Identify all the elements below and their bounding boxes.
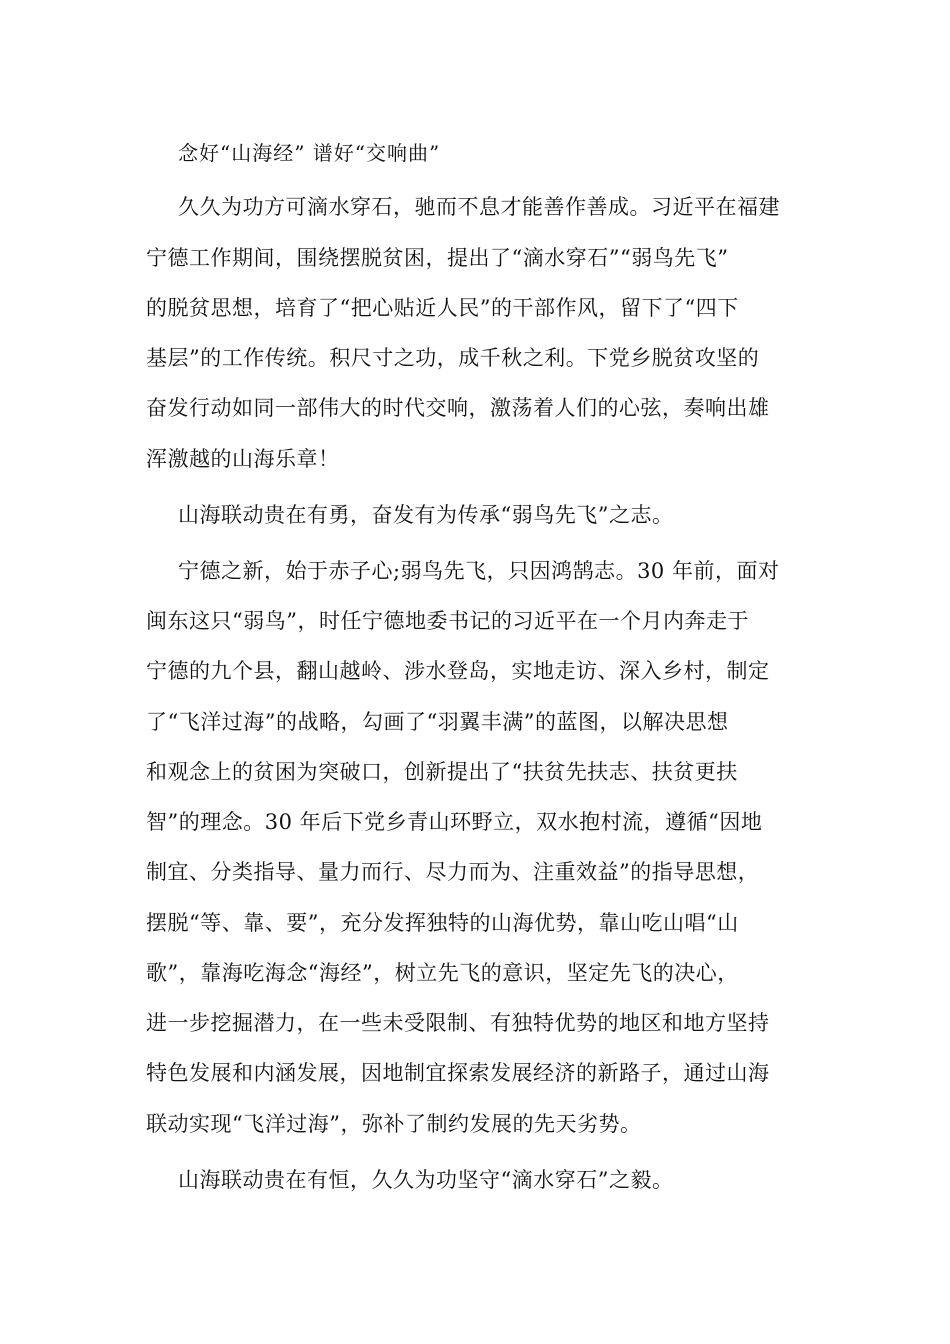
paragraph-line: 宁德工作期间，围绕摆脱贫困，提出了“滴水穿石”“弱鸟先飞” — [146, 246, 729, 270]
paragraph-line: 宁德之新，始于赤子心;弱鸟先飞，只因鸿鹄志。30 年前，面对 — [178, 559, 780, 583]
paragraph-line: 特色发展和内涵发展，因地制宜探索发展经济的新路子，通过山海 — [146, 1061, 770, 1085]
paragraph-line: 摆脱“等、靠、要”，充分发挥独特的山海优势，靠山吃山唱“山 — [146, 911, 739, 935]
paragraph-line: 浑激越的山海乐章！ — [146, 447, 340, 471]
paragraph-line: 宁德的九个县，翻山越岭、涉水登岛，实地走访、深入乡村，制定 — [146, 659, 770, 683]
paragraph-line: 基层”的工作传统。积尺寸之功，成千秋之利。下党乡脱贫攻坚的 — [146, 346, 760, 370]
paragraph-line: 和观念上的贫困为突破口，创新提出了“扶贫先扶志、扶贫更扶 — [146, 760, 738, 784]
section-heading-line: 山海联动贵在有恒，久久为功坚守“滴水穿石”之毅。 — [178, 1168, 674, 1192]
paragraph-line: 歌”，靠海吃海念“海经”，树立先飞的意识，坚定先飞的决心， — [146, 961, 739, 985]
paragraph-line: 智”的理念。30 年后下党乡青山环野立，双水抱村流，遵循“因地 — [146, 810, 763, 834]
paragraph-line: 制宜、分类指导、量力而行、尽力而为、注重效益”的指导思想， — [146, 860, 760, 884]
paragraph-line: 闽东这只“弱鸟”，时任宁德地委书记的习近平在一个月内奔走于 — [146, 609, 749, 633]
paragraph-line: 联动实现“飞洋过海”，弥补了制约发展的先天劣势。 — [146, 1112, 642, 1136]
paragraph-line: 奋发行动如同一部伟大的时代交响，激荡着人们的心弦，奏响出雄 — [146, 396, 770, 420]
paragraph-line: 了“飞洋过海”的战略，勾画了“羽翼丰满”的蓝图，以解决思想 — [146, 710, 729, 734]
paragraph-line: 久久为功方可滴水穿石，驰而不息才能善作善成。习近平在福建 — [178, 195, 780, 219]
paragraph-line: 进一步挖掘潜力，在一些未受限制、有独特优势的地区和地方坚持 — [146, 1011, 770, 1035]
paragraph-line: 的脱贫思想，培育了“把心贴近人民”的干部作风，留下了“四下 — [146, 296, 739, 320]
document-title: 念好“山海经” 谱好“交响曲” — [178, 141, 441, 165]
section-heading-line: 山海联动贵在有勇，奋发有为传承“弱鸟先飞”之志。 — [178, 503, 674, 527]
